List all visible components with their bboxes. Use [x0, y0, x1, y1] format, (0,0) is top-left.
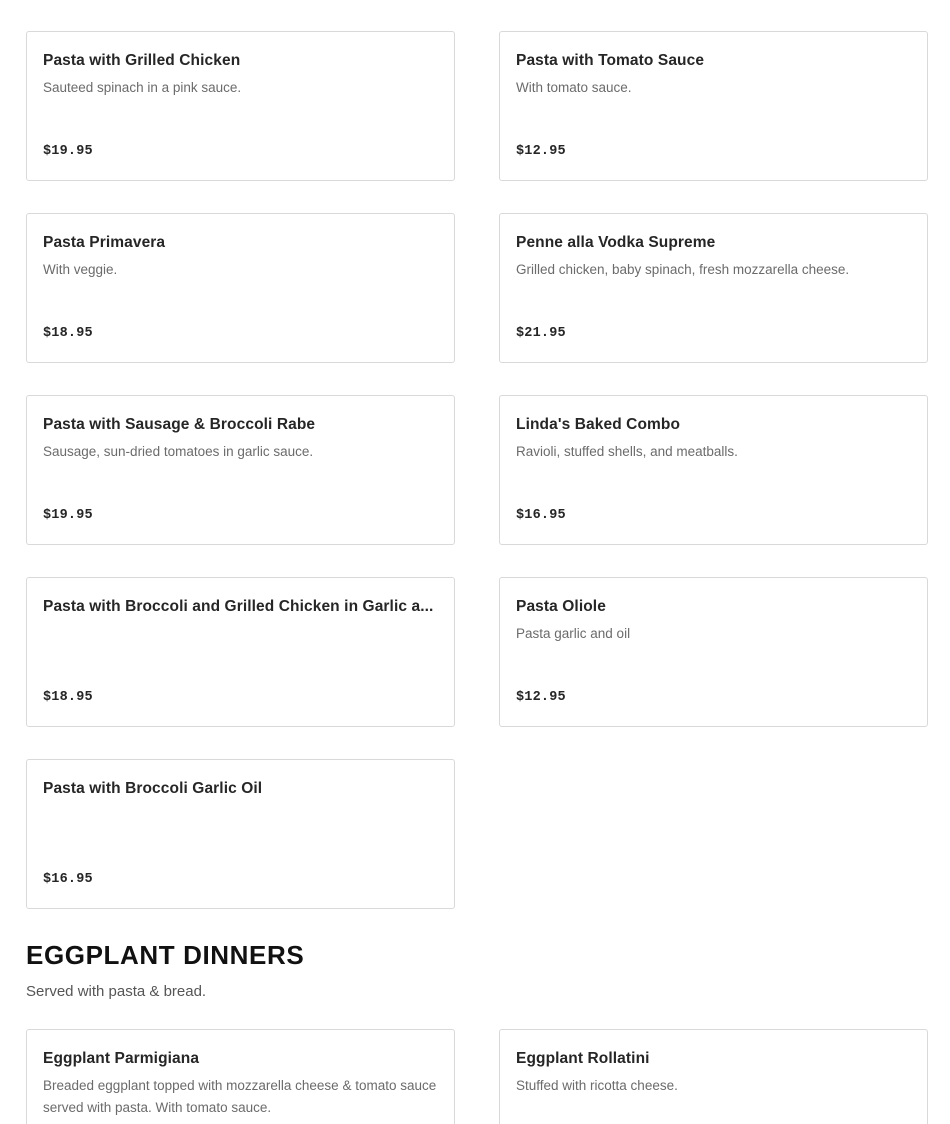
- item-price: $18.95: [43, 690, 93, 705]
- item-name: Pasta Oliole: [516, 598, 606, 615]
- item-name: Pasta with Grilled Chicken: [43, 52, 241, 69]
- eggplant-items-grid: [26, 1029, 928, 1124]
- item-description: With veggie.: [43, 262, 118, 277]
- menu-item-card[interactable]: [26, 31, 455, 181]
- item-price: $19.95: [43, 144, 93, 159]
- item-name: Pasta with Broccoli and Grilled Chicken in Garlic a...: [43, 598, 434, 615]
- menu-item-card[interactable]: [26, 577, 455, 727]
- item-description: Ravioli, stuffed shells, and meatballs.: [516, 444, 738, 459]
- section-subtitle: Served with pasta & bread.: [26, 983, 207, 1000]
- item-description: Grilled chicken, baby spinach, fresh mozzarella cheese.: [516, 262, 850, 277]
- item-name: Linda's Baked Combo: [516, 416, 681, 433]
- menu-item-card[interactable]: [499, 1029, 928, 1124]
- item-name: Pasta with Broccoli Garlic Oil: [43, 780, 263, 797]
- item-description: With tomato sauce.: [516, 80, 632, 95]
- item-name: Pasta with Tomato Sauce: [516, 52, 705, 69]
- pasta-items-grid: [26, 31, 928, 909]
- item-price: $12.95: [516, 690, 566, 705]
- section-title: EGGPLANT DINNERS: [26, 940, 305, 970]
- item-name: Pasta with Sausage & Broccoli Rabe: [43, 416, 316, 433]
- menu-item-card[interactable]: [26, 213, 455, 363]
- item-price: $12.95: [516, 144, 566, 159]
- item-price: $18.95: [43, 326, 93, 341]
- item-price: $21.95: [516, 326, 566, 341]
- menu-item-card[interactable]: [26, 759, 455, 909]
- menu-item-card[interactable]: [499, 577, 928, 727]
- item-description: Breaded eggplant topped with mozzarella cheese & tomato sauce served with pasta. With tomato sauce.: [43, 1078, 437, 1115]
- menu-item-card[interactable]: [499, 395, 928, 545]
- item-name: Eggplant Parmigiana: [43, 1050, 200, 1067]
- item-price: $16.95: [43, 872, 93, 887]
- item-description: Pasta garlic and oil: [516, 626, 631, 641]
- item-price: $16.95: [516, 508, 566, 523]
- item-price: $19.95: [43, 508, 93, 523]
- item-description: Sauteed spinach in a pink sauce.: [43, 80, 242, 95]
- menu-item-card[interactable]: [26, 1029, 455, 1124]
- menu-item-card[interactable]: [26, 395, 455, 545]
- menu-item-card[interactable]: [499, 31, 928, 181]
- item-description: Sausage, sun-dried tomatoes in garlic sauce.: [43, 444, 314, 459]
- menu-item-card[interactable]: [499, 213, 928, 363]
- item-description: Stuffed with ricotta cheese.: [516, 1078, 678, 1093]
- item-name: Eggplant Rollatini: [516, 1050, 650, 1067]
- item-name: Penne alla Vodka Supreme: [516, 234, 716, 251]
- item-name: Pasta Primavera: [43, 234, 166, 251]
